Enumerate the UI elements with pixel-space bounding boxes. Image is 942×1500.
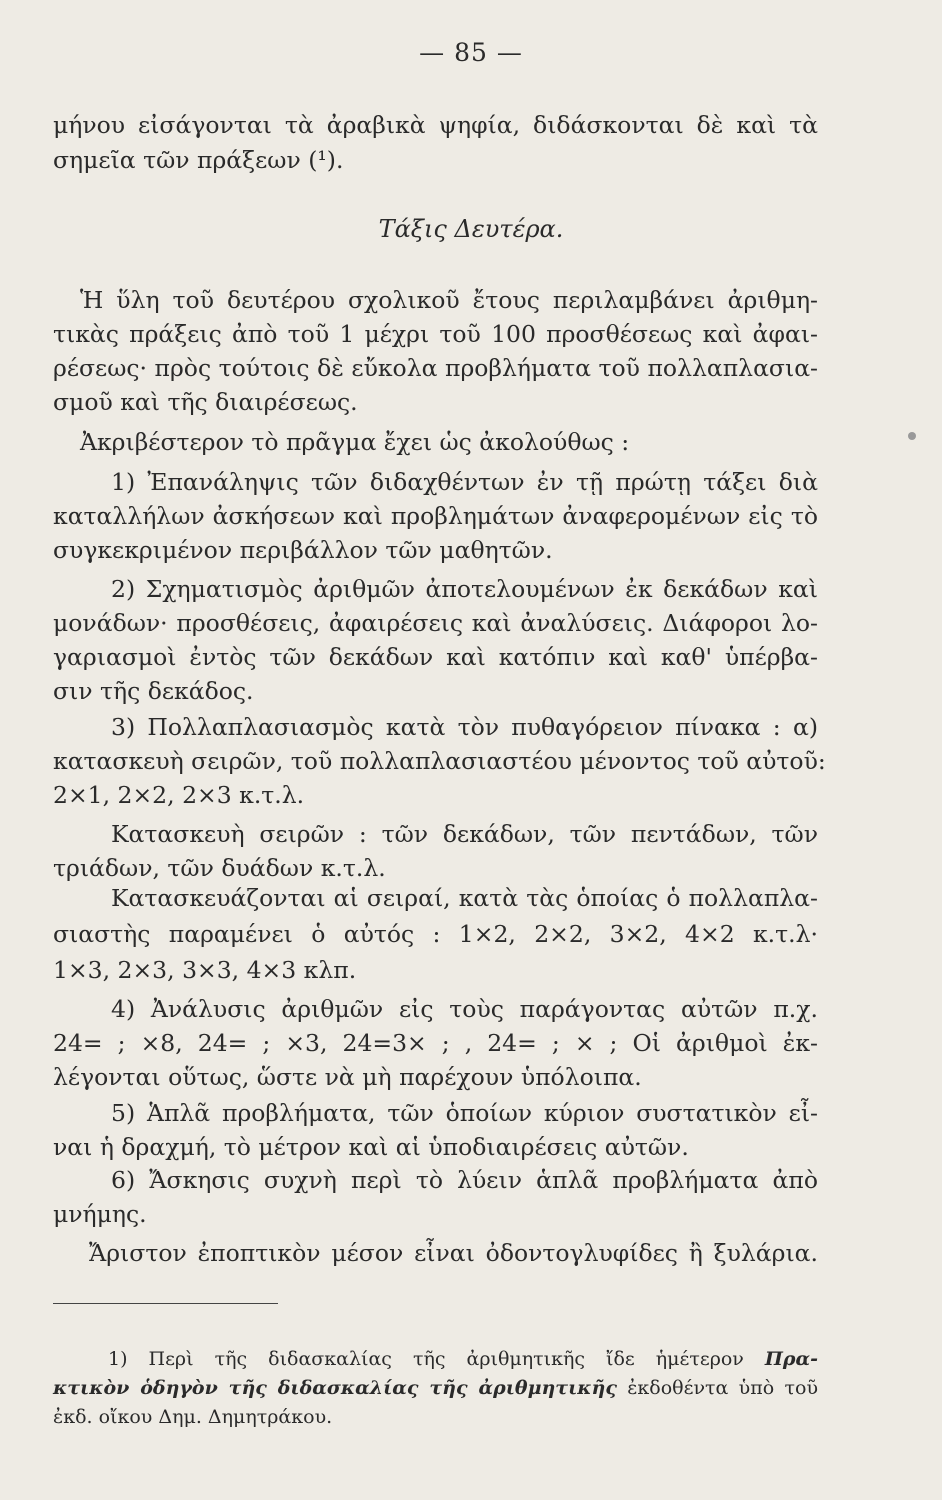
text-line: καταλλήλων ἀσκήσεων καὶ προβλημάτων ἀναφερομένων εἰς τὸ [53, 502, 818, 530]
text-line: 3) Πολλαπλασιασμὸς κατὰ τὸν πυθαγόρειον πίνακα : α) [111, 713, 818, 741]
text-line: γαριασμοὶ ἐντὸς τῶν δεκάδων καὶ κατόπιν καὶ καθ' ὑπέρβα- [53, 643, 818, 671]
text-line: μνήμης. [53, 1200, 147, 1228]
text-line: 5) Ἁπλᾶ προβλήματα, τῶν ὁποίων κύριον συστατικὸν εἶ- [111, 1099, 818, 1127]
footnote-line [53, 1373, 818, 1403]
text-line: συγκεκριμένον περιβάλλον τῶν μαθητῶν. [53, 536, 553, 564]
text-line: 4) Ἀνάλυσις ἀριθμῶν εἰς τοὺς παράγοντας αὐτῶν π.χ. [111, 995, 818, 1023]
text-line: κατασκευὴ σειρῶν, τοῦ πολλαπλασιαστέου μένοντος τοῦ αὐτοῦ: [53, 747, 826, 775]
text-line: 6) Ἄσκησις συχνὴ περὶ τὸ λύειν ἁπλᾶ προβλήματα ἀπὸ [111, 1166, 818, 1194]
text-line: σιν τῆς δεκάδος. [53, 677, 254, 705]
text-line: 1×3, 2×3, 3×3, 4×3 κλπ. [53, 956, 357, 984]
text-line: 2) Σχηματισμὸς ἀριθμῶν ἀποτελουμένων ἐκ δεκάδων καὶ [111, 575, 818, 603]
text-line: μονάδων· προσθέσεις, ἀφαιρέσεις καὶ ἀναλύσεις. Διάφοροι λο- [53, 609, 818, 637]
ink-speck [908, 432, 916, 440]
text-line: τριάδων, τῶν δυάδων κ.τ.λ. [53, 854, 386, 882]
text-line: Κατασκευὴ σειρῶν : τῶν δεκάδων, τῶν πεντάδων, τῶν [111, 820, 818, 848]
footnote-book-title: Πρα- [764, 1348, 818, 1370]
text-line: τικὰς πράξεις ἀπὸ τοῦ 1 μέχρι τοῦ 100 προσθέσεως καὶ ἀφαι- [53, 320, 818, 348]
footnote-line: ἐκδ. οἴκου Δημ. Δημητράκου. [53, 1406, 333, 1428]
text-line: σμοῦ καὶ τῆς διαιρέσεως. [53, 388, 358, 416]
footnote-text: ἐκδοθέντα ὑπὸ τοῦ [627, 1377, 818, 1399]
footnote-rule [53, 1303, 278, 1304]
text-line: 1) Ἐπανάληψις τῶν διδαχθέντων ἐν τῇ πρώτῃ τάξει διὰ [111, 468, 818, 496]
footnote-book-title: κτικὸν ὁδηγὸν τῆς διδασκαλίας τῆς ἀριθμητικῆς [53, 1377, 617, 1399]
section-heading: Τάξις Δευτέρα. [378, 215, 564, 243]
footnote-line [108, 1344, 818, 1374]
text-line: σιαστὴς παραμένει ὁ αὐτός : 1×2, 2×2, 3×2, 4×2 κ.τ.λ· [53, 920, 818, 948]
text-line: Ἀκριβέστερον τὸ πρᾶγμα ἔχει ὡς ἀκολούθως : [80, 428, 630, 456]
text-line: ναι ἡ δραχμή, τὸ μέτρον καὶ αἱ ὑποδιαιρέσεις αὐτῶν. [53, 1133, 689, 1161]
footnote-text: 1) Περὶ τῆς διδασκαλίας τῆς ἀριθμητικῆς ἴδε ἡμέτερον [108, 1348, 744, 1370]
page-number: — 85 — [419, 38, 523, 67]
text-line: 24= ; ×8, 24= ; ×3, 24=3× ; , 24= ; × ; Οἱ ἀριθμοὶ ἐκ- [53, 1029, 818, 1057]
text-line: μήνου εἰσάγονται τὰ ἀραβικὰ ψηφία, διδάσκονται δὲ καὶ τὰ [53, 111, 818, 139]
text-line: ρέσεως· πρὸς τούτοις δὲ εὔκολα προβλήματα τοῦ πολλαπλασια- [53, 354, 818, 382]
text-line: Ἡ ὕλη τοῦ δευτέρου σχολικοῦ ἔτους περιλαμβάνει ἀριθμη- [80, 286, 818, 314]
text-line: σημεῖα τῶν πράξεων (¹). [53, 146, 344, 174]
text-line: Κατασκευάζονται αἱ σειραί, κατὰ τὰς ὁποίας ὁ πολλαπλα- [111, 884, 818, 912]
text-line: Ἄριστον ἐποπτικὸν μέσον εἶναι ὀδοντογλυφίδες ἢ ξυλάρια. [89, 1239, 818, 1267]
text-line: 2×1, 2×2, 2×3 κ.τ.λ. [53, 781, 305, 809]
text-line: λέγονται οὕτως, ὥστε νὰ μὴ παρέχουν ὑπόλοιπα. [53, 1063, 642, 1091]
